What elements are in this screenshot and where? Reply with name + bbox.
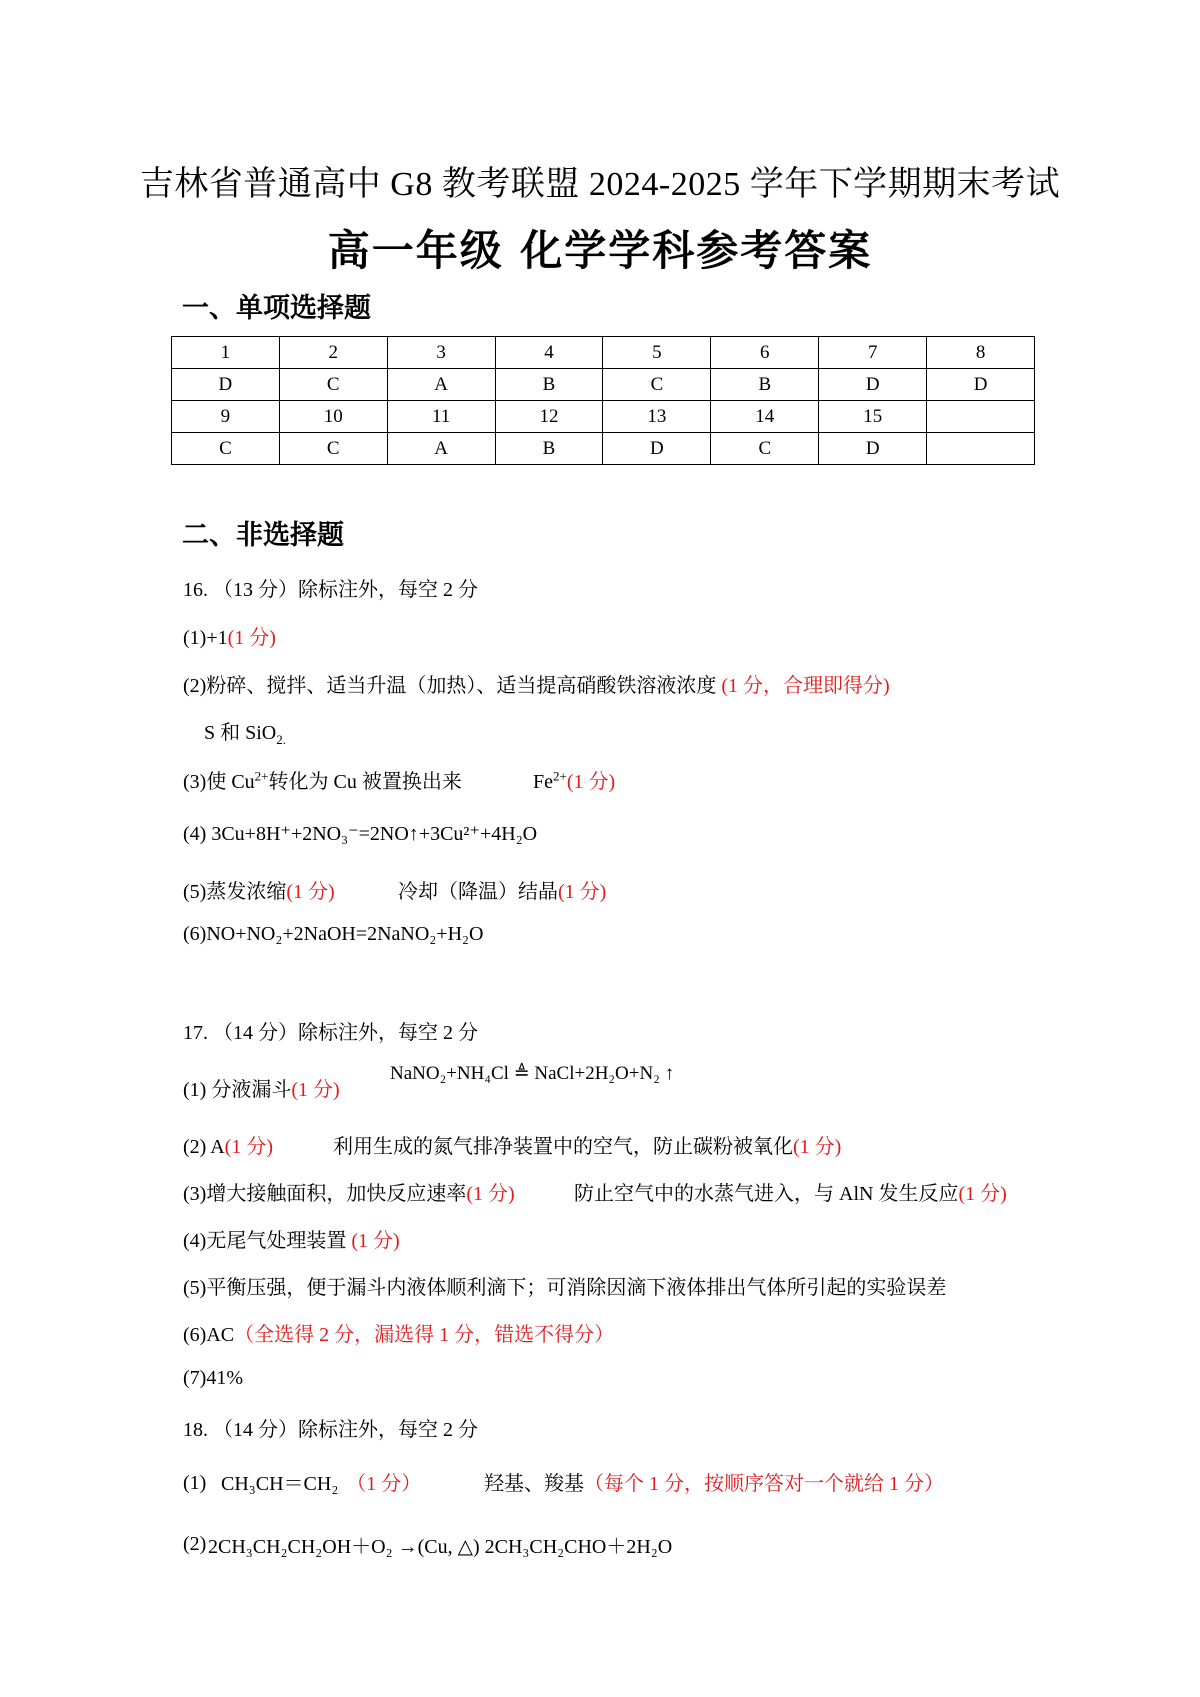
- answer-table-row: [172, 337, 1035, 369]
- answer-table-cell: 3: [387, 337, 495, 369]
- q18-header: 18. （14 分）除标注外，每空 2 分: [183, 1419, 478, 1441]
- q16-answer-2b: S 和 SiO$_{2.}$: [204, 722, 286, 747]
- answer-table-cell: A: [387, 433, 495, 465]
- answer-table-cell: C: [172, 433, 280, 465]
- q17-answer-3: (3)增大接触面积，加快反应速率(1 分): [183, 1183, 515, 1205]
- answer-table: [171, 336, 1035, 465]
- answer-table-cell: C: [603, 369, 711, 401]
- q16-answer-6: (6)NO+NO₂+2NaOH=2NaNO₂+H₂O: [183, 923, 484, 945]
- q18-answer-1b: 羟基、羧基（每个 1 分，按顺序答对一个就给 1 分）: [484, 1473, 944, 1495]
- document-subtitle: 高一年级 化学学科参考答案: [327, 226, 873, 275]
- answer-table-cell: 13: [603, 401, 711, 433]
- q18-equation-1: CH₃CH＝CH₂ （1 分）: [221, 1473, 422, 1495]
- answer-table-cell: [927, 401, 1035, 433]
- q17-answer-7: (7)41%: [183, 1367, 243, 1389]
- document-title: 吉林省普通高中 G8 教考联盟 2024-2025 学年下学期期末考试: [139, 166, 1061, 203]
- answer-table-cell: 8: [927, 337, 1035, 369]
- answer-table-cell: 9: [172, 401, 280, 433]
- answer-table-cell: D: [927, 369, 1035, 401]
- q17-header: 17. （14 分）除标注外，每空 2 分: [183, 1022, 478, 1044]
- section-title-single-choice: 一、单项选择题: [182, 293, 371, 324]
- answer-table-cell: B: [711, 369, 819, 401]
- answer-table-cell: B: [495, 369, 603, 401]
- answer-table-cell: C: [711, 433, 819, 465]
- answer-table-cell: 2: [279, 337, 387, 369]
- answer-table-cell: 10: [279, 401, 387, 433]
- answer-table-cell: A: [387, 369, 495, 401]
- answer-table-cell: 15: [819, 401, 927, 433]
- q16-answer-3: (3)使 $Cu^{2+}$转化为 Cu 被置换出来: [183, 768, 462, 793]
- answer-table-cell: [927, 433, 1035, 465]
- q16-answer-5b: 冷却（降温）结晶(1 分): [398, 881, 607, 903]
- q18-equation-2: 2CH₃CH₂CH₂OH＋O₂ →(Cu, △) 2CH₃CH₂CHO＋2H₂O: [208, 1536, 673, 1558]
- answer-table-cell: 12: [495, 401, 603, 433]
- answer-table-cell: 5: [603, 337, 711, 369]
- answer-table-cell: D: [819, 433, 927, 465]
- answer-table-cell: 4: [495, 337, 603, 369]
- answer-table-cell: 6: [711, 337, 819, 369]
- q18-answer-1: (1): [183, 1472, 207, 1494]
- q16-answer-3b: $Fe^{2+}(1$ 分): [533, 768, 616, 793]
- q17-answer-5: (5)平衡压强，便于漏斗内液体顺利滴下；可消除因滴下液体排出气体所引起的实验误差: [183, 1277, 947, 1299]
- q18-answer-2: (2): [183, 1533, 207, 1555]
- answer-table-cell: D: [172, 369, 280, 401]
- q16-answer-1: (1)+1(1 分): [183, 627, 276, 649]
- q16-answer-4: (4) 3Cu+8H⁺+2NO₃⁻=2NO↑+3Cu²⁺+4H₂O: [183, 823, 538, 845]
- answer-table-row: [172, 433, 1035, 465]
- answer-table-row: [172, 369, 1035, 401]
- answer-table-cell: 14: [711, 401, 819, 433]
- answer-table-cell: 1: [172, 337, 280, 369]
- answer-table-cell: D: [819, 369, 927, 401]
- answer-table-cell: C: [279, 369, 387, 401]
- q17-answer-4: (4)无尾气处理装置 (1 分): [183, 1230, 400, 1252]
- q17-equation-1: NaNO₂+NH₄Cl ≜ NaCl+2H₂O+N₂ ↑: [390, 1063, 675, 1084]
- answer-table-row: [172, 401, 1035, 433]
- q16-answer-2: (2)粉碎、搅拌、适当升温（加热）、适当提高硝酸铁溶液浓度 (1 分，合理即得分): [183, 675, 890, 697]
- q16-answer-5a: (5)蒸发浓缩(1 分): [183, 881, 335, 903]
- q16-header: 16. （13 分）除标注外，每空 2 分: [183, 579, 478, 601]
- answer-table-cell: C: [279, 433, 387, 465]
- q17-answer-6: (6)AC（全选得 2 分，漏选得 1 分，错选不得分）: [183, 1324, 615, 1346]
- answer-table-cell: 11: [387, 401, 495, 433]
- answer-table-cell: B: [495, 433, 603, 465]
- q17-answer-3b: 防止空气中的水蒸气进入，与 AlN 发生反应(1 分): [574, 1183, 1007, 1205]
- section-title-non-choice: 二、非选择题: [182, 520, 344, 551]
- answer-table-cell: 7: [819, 337, 927, 369]
- q17-answer-2: (2) A(1 分): [183, 1136, 273, 1158]
- answer-table-cell: D: [603, 433, 711, 465]
- q17-answer-1: (1) 分液漏斗(1 分): [183, 1079, 340, 1101]
- q17-answer-2b: 利用生成的氮气排净装置中的空气，防止碳粉被氧化(1 分): [333, 1136, 842, 1158]
